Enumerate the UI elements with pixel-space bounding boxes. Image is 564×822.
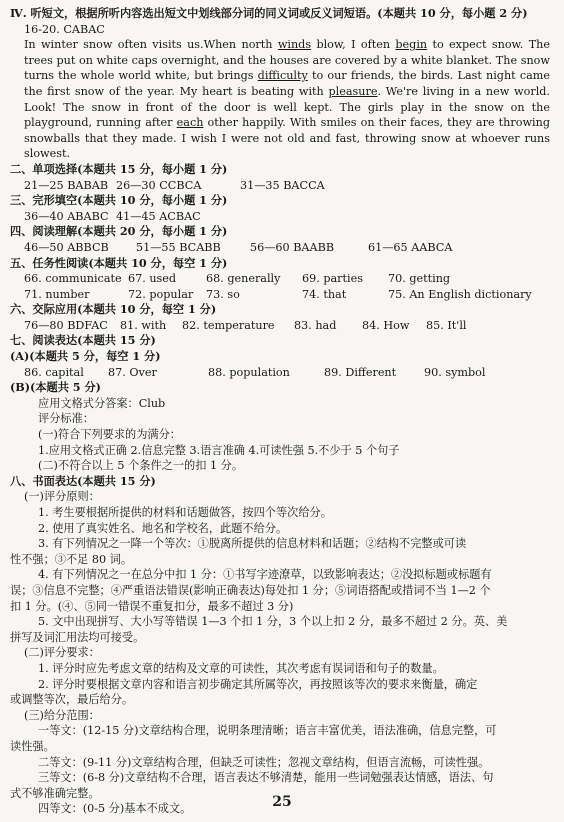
underlined-word: each xyxy=(176,116,204,130)
answer-item: 72. popular xyxy=(128,287,194,301)
criteria-line: 2. 评分时要根据文章内容和语言初步确定其所属等次，再按照该等次的要求来衡量，确定 xyxy=(38,677,478,691)
criteria-line: 读性强。 xyxy=(10,739,55,753)
criteria-line: 5. 文中出现拼写、大小写等错误 1—3 个扣 1 分，3 个以上扣 2 分，最多不超过 2 分。英、美 xyxy=(38,615,508,629)
answer-item: 81. with xyxy=(120,318,167,332)
criteria-line: 三等文：(6-8 分)文章结构不合理，语言表达不够清楚，能用一些词勉强表达情感，语法、句 xyxy=(38,771,494,785)
answer-item: 88. population xyxy=(208,365,290,379)
criteria-line: 式不够准确完整。 xyxy=(10,786,100,800)
passage-text: to expect snow. The trees put on white caps overnight, and the houses are covered by a white blanket. The snow turns the whole world white, but brings xyxy=(24,38,550,83)
answer-item: 66. communicate xyxy=(24,272,122,286)
criteria-line: 一等文：(12-15 分)文章结构合理，说明条理清晰；语言丰富优美，语法准确，信息完整，可 xyxy=(38,724,497,738)
answer-group: 46—50 ABBCB xyxy=(24,240,109,254)
answer-item: 84. How xyxy=(362,318,410,332)
criteria-line: 性不强；③不足 80 词。 xyxy=(10,552,133,566)
criteria-line: (一)评分原则： xyxy=(24,490,100,504)
passage-text: . We're living in a new world. Look! The snow in front of the door is well kept. The girls play in the snow on the playground, running after xyxy=(24,84,550,130)
underlined-word: winds xyxy=(277,38,312,52)
section-4-heading: Ⅳ. 听短文，根据所听内容选出短文中划线部分词的同义词或反义词短语。(本题共 10 分，每小题 2 分) xyxy=(10,6,528,20)
answer-item: 70. getting xyxy=(388,272,451,286)
passage-text: to our friends, the birds. Last night came the first snow of the year. My heart is beating with xyxy=(24,69,550,98)
criteria-line: 误；③信息不完整；④严重语法错误(影响正确表达)每处扣 1 分；⑤词语搭配或措词不当 1—2 个 xyxy=(10,583,491,597)
answer-item: 86. capital xyxy=(24,365,84,379)
listening-passage xyxy=(10,37,552,162)
section-2-heading: 二、单项选择(本题共 15 分，每小题 1 分) xyxy=(10,161,228,176)
passage-text: In winter snow often visits us.When north xyxy=(24,38,278,52)
answer-item: 87. Over xyxy=(108,365,157,379)
answer-item: 76—80 BDFAC xyxy=(24,318,108,332)
criteria-line: (三)给分范围： xyxy=(24,708,100,722)
section-7b-line: 1.应用文格式正确 2.信息完整 3.语言准确 4.可读性强 5.不少于 5 个句子 xyxy=(38,443,400,457)
section-2-answers xyxy=(10,178,552,194)
answer-group: 21—25 BABAB xyxy=(24,178,109,192)
section-6-answers xyxy=(10,318,552,334)
answer-group: 41—45 ACBAC xyxy=(116,209,201,223)
section-3-heading: 三、完形填空(本题共 10 分，每小题 1 分) xyxy=(10,193,228,208)
criteria-line: 3. 有下列情况之一降一个等次：①脱离所提供的信息材料和话题；②结构不完整或可读 xyxy=(38,537,467,551)
section-7a-answers xyxy=(10,365,552,381)
passage-text: blow, I often xyxy=(311,38,396,52)
answer-item: 74. that xyxy=(302,287,347,301)
answer-item: 67. used xyxy=(128,272,177,286)
criteria-line: 1. 评分时应先考虑文章的结构及文章的可读性，其次考虑有误词语和句子的数量。 xyxy=(38,661,444,675)
answer-item: 82. temperature xyxy=(182,318,275,332)
section-7a-heading: (A)(本题共 5 分，每空 1 分) xyxy=(10,349,161,364)
section-5-row-2 xyxy=(10,287,552,303)
section-7b-line: 应用文格式分答案：Club xyxy=(38,396,166,410)
section-6-heading: 六、交际应用(本题共 10 分，每空 1 分) xyxy=(10,302,217,317)
criteria-line: 或调整等次，最后给分。 xyxy=(10,693,134,707)
underlined-word: difficulty xyxy=(257,69,308,83)
criteria-line: 1. 考生要根据所提供的材料和话题做答，按四个等次给分。 xyxy=(38,506,332,519)
section-8-heading: 八、书面表达(本题共 15 分) xyxy=(10,473,156,488)
criteria-line: 扣 1 分。(④、⑤同一错误不重复扣分，最多不超过 3 分) xyxy=(10,599,294,613)
answer-group: 26—30 CCBCA xyxy=(116,178,202,192)
criteria-line: (二)评分要求： xyxy=(24,646,100,660)
answer-group: 61—65 AABCA xyxy=(368,240,453,254)
criteria-line: 二等文：(9-11 分)文章结构合理，但缺乏可读性；忽视文章结构，但语言流畅，可读性强。 xyxy=(38,755,490,769)
section-4-reading-heading: 四、阅读理解(本题共 20 分，每小题 1 分) xyxy=(10,224,228,239)
answer-item: 68. generally xyxy=(206,272,281,286)
criteria-line: 四等文：(0-5 分)基本不成文。 xyxy=(38,802,192,816)
section-7b-line: 评分标准： xyxy=(38,412,94,426)
answer-item: 83. had xyxy=(294,318,337,332)
section-7b-heading: (B)(本题共 5 分) xyxy=(10,380,101,395)
criteria-line: 2. 使用了真实姓名、地名和学校名，此题不给分。 xyxy=(38,521,288,535)
section-8-criteria xyxy=(10,489,552,816)
answer-item: 90. symbol xyxy=(424,365,486,379)
section-7b-line: (二)不符合以上 5 个条件之一的扣 1 分。 xyxy=(38,459,244,473)
criteria-line: 拼写及词汇用法均可接受。 xyxy=(10,630,145,644)
underlined-word: begin xyxy=(395,38,428,52)
answer-item: 69. parties xyxy=(302,272,363,286)
criteria-line: 4. 有下列情况之一在总分中扣 1 分：①书写字迹潦草，以致影响表达；②没拟标题或标题有 xyxy=(38,568,492,582)
section-5-row-1 xyxy=(10,271,552,287)
answer-group: 51—55 BCABB xyxy=(136,240,221,254)
answer-item: 89. Different xyxy=(324,365,397,379)
section-7-heading: 七、阅读表达(本题共 15 分) xyxy=(10,333,156,348)
underlined-word: pleasure xyxy=(328,84,378,98)
answer-item: 71. number xyxy=(24,287,90,301)
section-7b-line: (一)符合下列要求的为满分： xyxy=(38,428,181,442)
section-5-heading: 五、任务性阅读(本题共 10 分，每空 1 分) xyxy=(10,255,228,270)
answer-item: 73. so xyxy=(206,287,240,301)
answer-item: 75. An English dictionary xyxy=(388,287,532,301)
section-3-answers xyxy=(10,209,552,225)
section-4-reading-answers xyxy=(10,240,552,256)
answer-item: 85. It'll xyxy=(426,318,467,332)
passage-text: other happily. With smiles on their faces, they are throwing snowballs that they made. I wish I were not old and fast, throwing snow at whoever runs slowest. xyxy=(24,116,550,161)
answer-group: 36—40 ABABC xyxy=(24,209,109,223)
page-number: 25 xyxy=(272,794,292,810)
answer-group: 56—60 BAABB xyxy=(250,240,335,254)
answer-group: 31—35 BACCA xyxy=(240,178,325,192)
section-4-answers: 16-20. CABAC xyxy=(24,22,105,36)
